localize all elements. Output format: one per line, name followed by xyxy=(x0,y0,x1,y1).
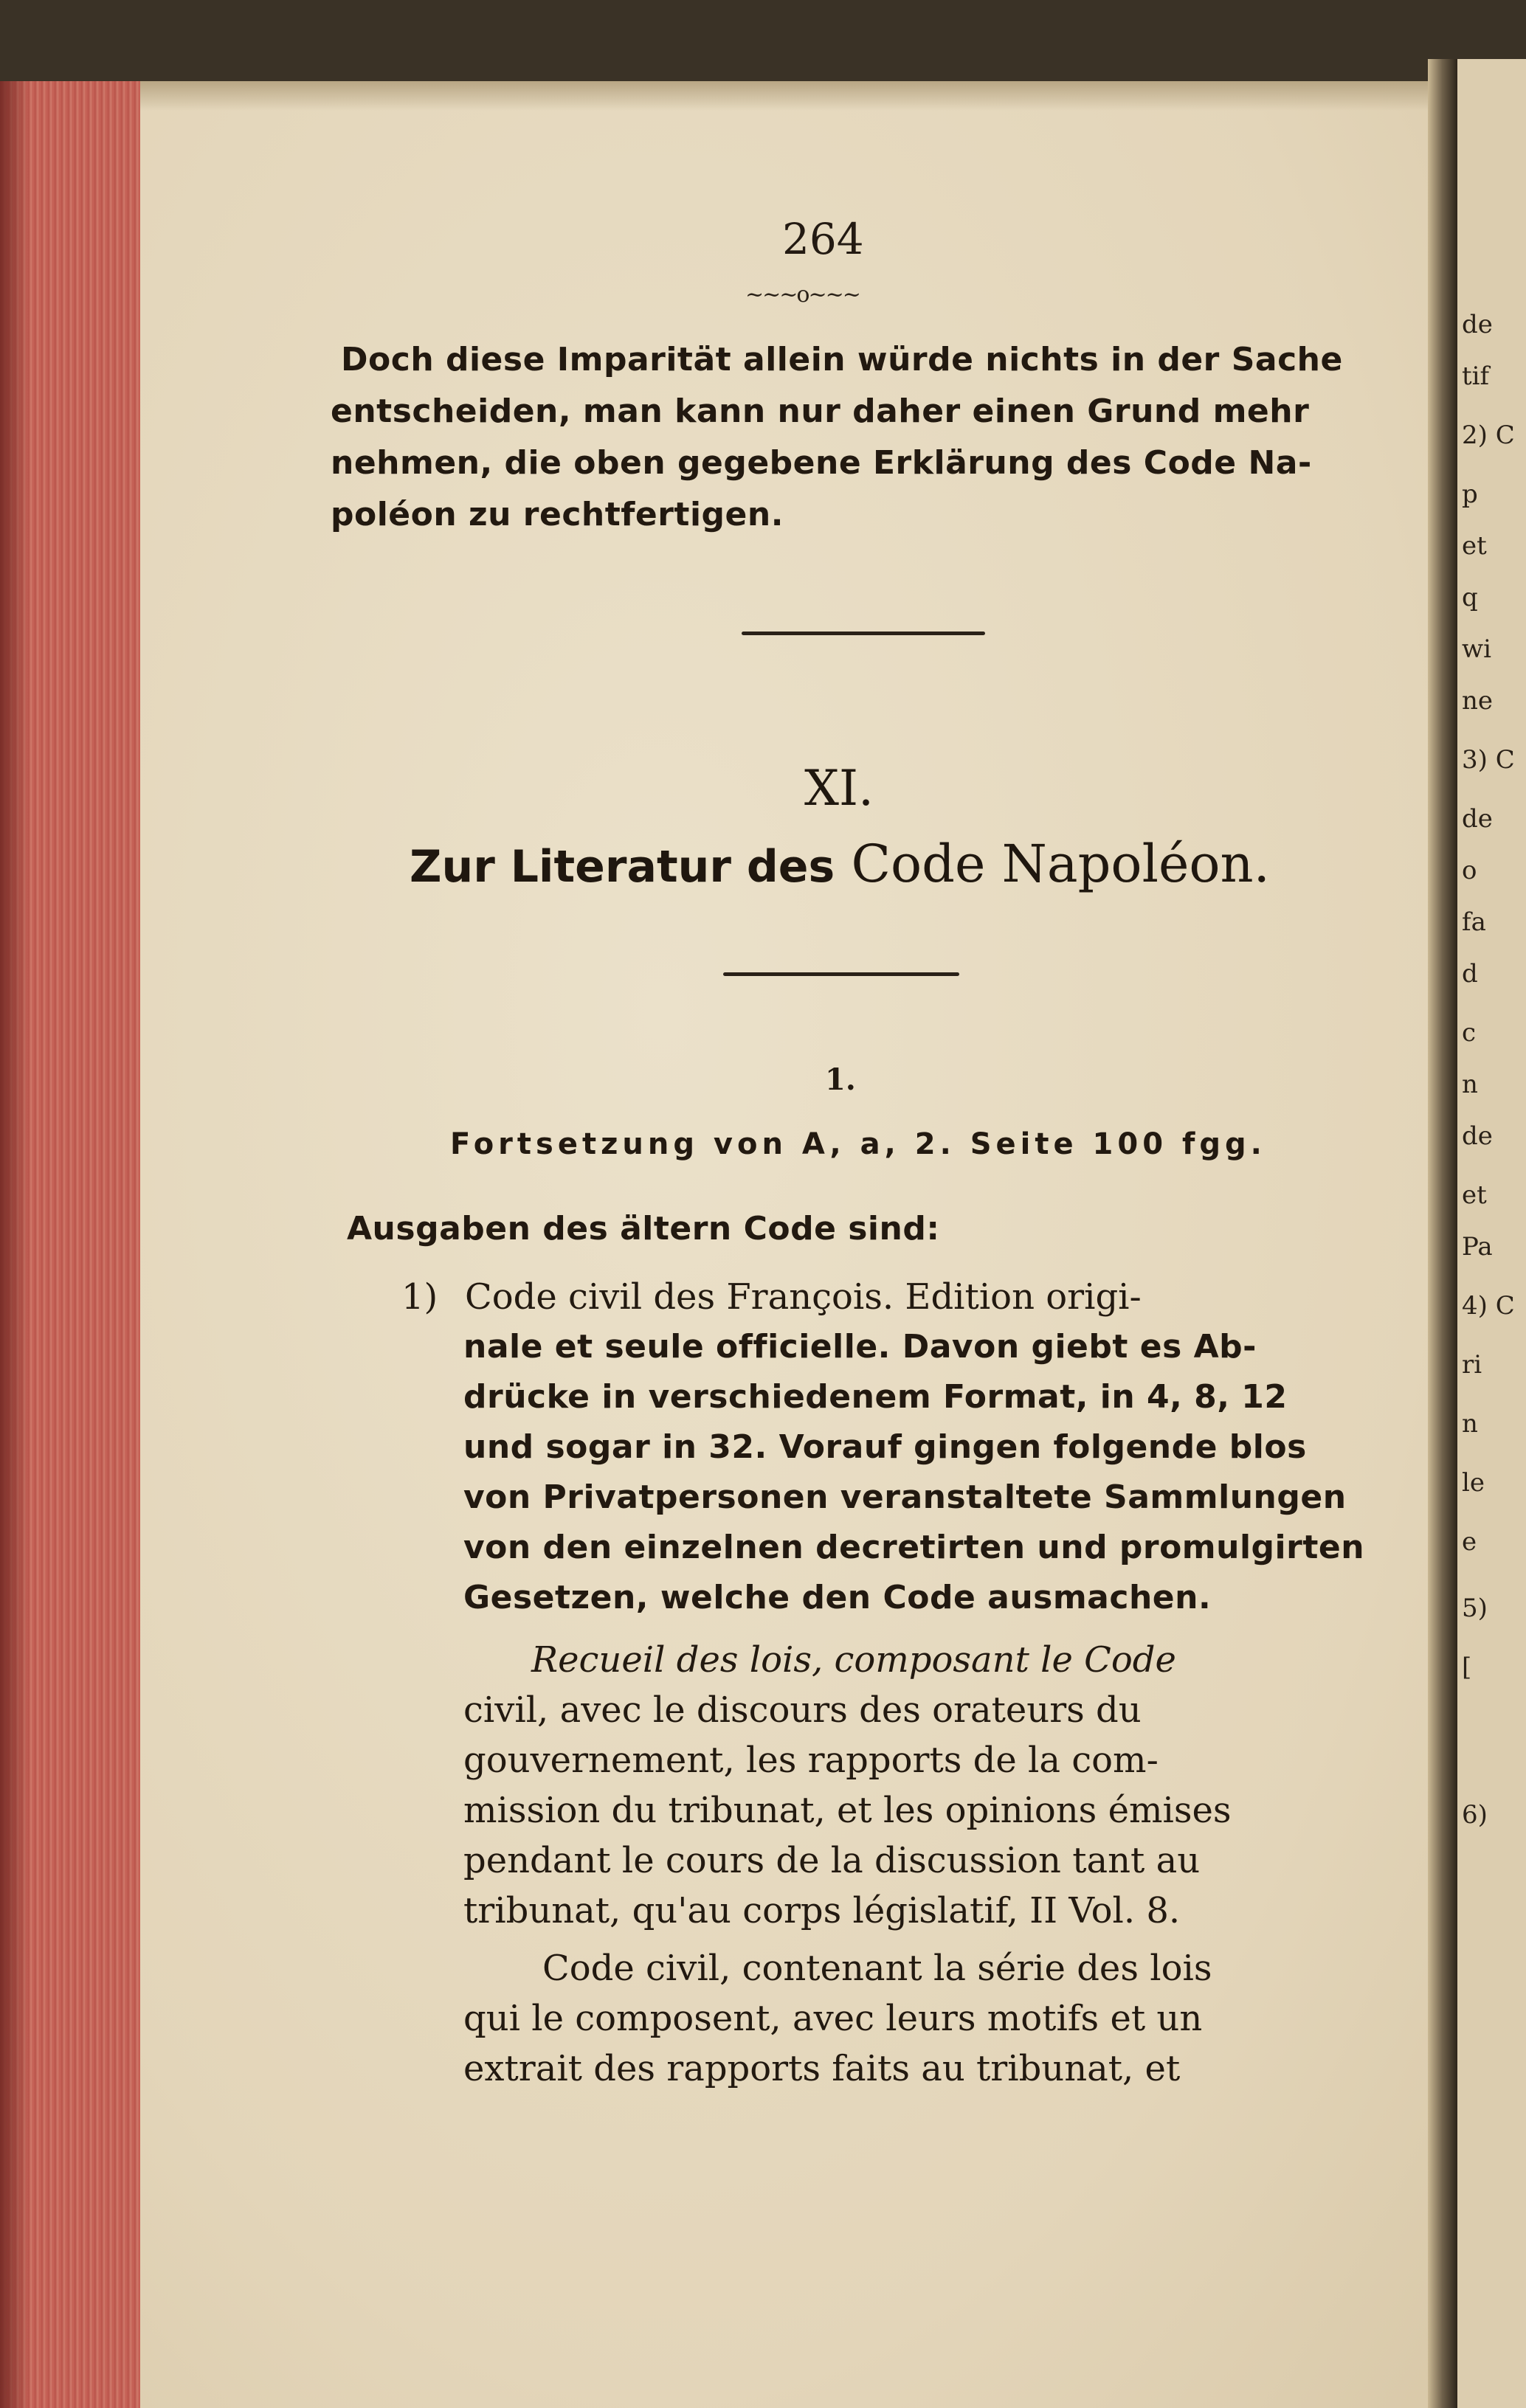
item1-line: und sogar in 32. Vorauf gingen folgende blos xyxy=(463,1428,1307,1466)
facing-fragment: 5) xyxy=(1462,1594,1488,1623)
editions-intro: Ausgaben des ältern Code sind: xyxy=(347,1210,940,1248)
subsection-heading: Fortsetzung von A, a, 2. Seite 100 fgg. xyxy=(450,1127,1266,1161)
facing-fragment: de xyxy=(1462,1121,1493,1151)
facing-fragment: [ xyxy=(1462,1653,1472,1682)
page-edge-red xyxy=(0,81,140,2408)
item1-line: Code civil des François. Edition origi- xyxy=(465,1276,1142,1318)
page-number: 264 xyxy=(782,214,864,264)
section-rule-top xyxy=(742,632,985,635)
facing-fragment: ne xyxy=(1462,686,1494,716)
facing-fragment: fa xyxy=(1462,907,1486,937)
facing-fragment: q xyxy=(1462,583,1478,612)
code-civil-line: qui le composent, avec leurs motifs et un xyxy=(463,1998,1203,2039)
ornament-divider: ~~~o~~~ xyxy=(745,282,860,308)
facing-fragment: et xyxy=(1462,1180,1487,1210)
item1-line: nale et seule officielle. Davon giebt es Ab- xyxy=(463,1328,1257,1366)
intro-line: poléon zu rechtfertigen. xyxy=(331,496,784,533)
section-rule-bottom xyxy=(723,972,959,976)
recueil-line: mission du tribunat, et les opinions émises xyxy=(463,1790,1232,1831)
facing-fragment: 2) C xyxy=(1462,421,1515,450)
intro-line: nehmen, die oben gegebene Erklärung des Code Na- xyxy=(331,444,1312,482)
recueil-line: Recueil des lois, composant le Code xyxy=(531,1639,1176,1681)
book-gutter xyxy=(1428,59,1457,2408)
recueil-line: pendant le cours de la discussion tant au xyxy=(463,1840,1201,1881)
item1-line: von Privatpersonen veranstaltete Sammlungen xyxy=(463,1478,1347,1516)
recueil-line: tribunat, qu'au corps législatif, II Vol. 8. xyxy=(463,1890,1181,1931)
facing-fragment: c xyxy=(1462,1018,1477,1048)
facing-fragment: de xyxy=(1462,310,1493,339)
facing-fragment: 4) C xyxy=(1462,1291,1515,1321)
code-civil-line: Code civil, contenant la série des lois xyxy=(542,1948,1212,1989)
item1-line: Gesetzen, welche den Code ausmachen. xyxy=(463,1579,1212,1616)
subsection-number: 1. xyxy=(825,1062,856,1097)
recueil-line: civil, avec le discours des orateurs du xyxy=(463,1689,1142,1731)
section-title-fraktur: Zur Literatur des xyxy=(410,841,835,893)
item-marker: 1) xyxy=(401,1276,438,1318)
code-civil-line: extrait des rapports faits au tribunat, et xyxy=(463,2048,1181,2089)
section-number: XI. xyxy=(804,760,874,817)
facing-fragment: 6) xyxy=(1462,1800,1488,1830)
facing-fragment: wi xyxy=(1462,634,1491,664)
item1-line: von den einzelnen decretirten und promulgirten xyxy=(463,1529,1365,1566)
facing-fragment: n xyxy=(1462,1409,1478,1439)
facing-fragment: de xyxy=(1462,804,1493,834)
intro-line: entscheiden, man kann nur daher einen Grund mehr xyxy=(331,392,1310,430)
facing-fragment: 3) C xyxy=(1462,745,1515,775)
facing-fragment: le xyxy=(1462,1468,1485,1498)
intro-line: Doch diese Imparität allein würde nichts in der Sache xyxy=(341,341,1343,378)
facing-fragment: et xyxy=(1462,531,1487,561)
facing-page xyxy=(1457,59,1526,2408)
recueil-line: gouvernement, les rapports de la com- xyxy=(463,1740,1159,1781)
facing-fragment: Pa xyxy=(1462,1232,1493,1262)
page-shadow xyxy=(140,81,1446,111)
section-title-latin: Code Napoléon. xyxy=(851,834,1270,894)
facing-fragment: n xyxy=(1462,1070,1478,1099)
facing-fragment: o xyxy=(1462,856,1477,885)
facing-fragment: p xyxy=(1462,480,1478,509)
facing-fragment: e xyxy=(1462,1527,1477,1557)
item1-line: drücke in verschiedenem Format, in 4, 8, 12 xyxy=(463,1378,1288,1416)
facing-fragment: d xyxy=(1462,959,1478,989)
facing-fragment: ri xyxy=(1462,1350,1482,1380)
facing-fragment: tif xyxy=(1462,361,1490,391)
section-title xyxy=(410,834,1270,894)
